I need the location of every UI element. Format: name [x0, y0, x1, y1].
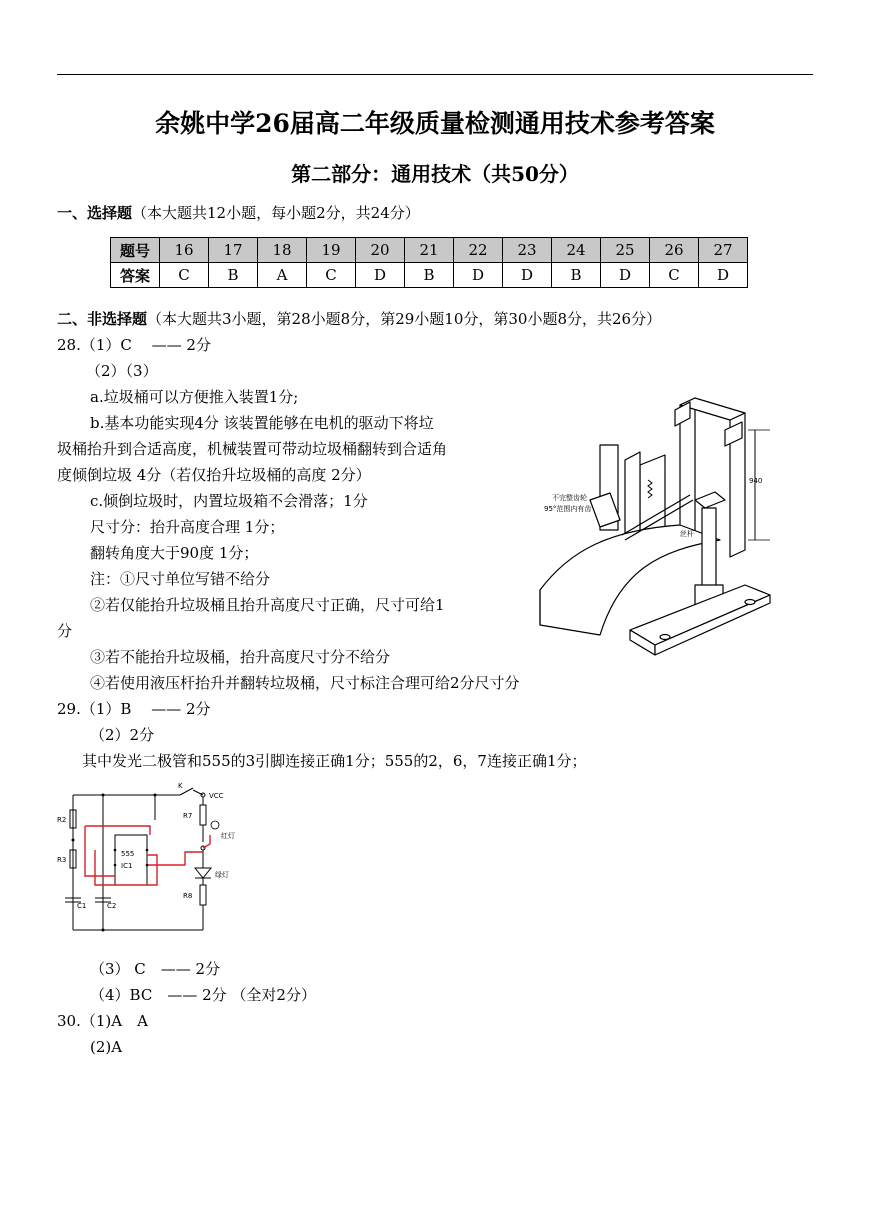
section2-heading: [57, 308, 661, 330]
q28-line-2: （2）（3）: [86, 362, 158, 380]
answer-cell: B: [552, 263, 601, 288]
ic-label-2: IC1: [121, 862, 133, 870]
r8-label: R8: [183, 892, 193, 900]
r2-label: R2: [57, 816, 67, 824]
answer-cell: D: [503, 263, 552, 288]
r3-label: R3: [57, 856, 67, 864]
red-led-label: 红灯: [221, 832, 235, 840]
q28-line-6: 度倾倒垃圾 4分（若仅抬升垃圾桶的高度 2分）: [57, 466, 371, 484]
gear-note-2: 95°范围内有齿: [544, 505, 592, 513]
screw-label: 丝杆: [680, 530, 694, 538]
q28-line-14: ④若使用液压杆抬升并翻转垃圾桶，尺寸标注合理可给2分尺寸分: [90, 674, 520, 692]
green-led-label: 绿灯: [215, 871, 229, 879]
question-number: 16: [160, 238, 209, 263]
question-number: 18: [258, 238, 307, 263]
q29-line-2: （2）2分: [90, 726, 155, 744]
answer-cell: D: [601, 263, 650, 288]
question-number: 21: [405, 238, 454, 263]
circuit-diagram: [55, 780, 245, 945]
row-label-answer: 答案: [111, 263, 160, 288]
r7-label: R7: [183, 812, 193, 820]
q28-line-3: a.垃圾桶可以方便推入装置1分;: [90, 388, 299, 406]
question-number: 17: [209, 238, 258, 263]
answer-cell: C: [160, 263, 209, 288]
q30-line-1: 30.（1)A A: [57, 1012, 148, 1030]
question-number: 19: [307, 238, 356, 263]
q28-line-9: 翻转角度大于90度 1分；: [90, 544, 259, 562]
section2-note: （本大题共3小题，第28小题8分，第29小题10分，第30小题8分，共26分）: [147, 310, 662, 328]
ic-label-1: 555: [121, 850, 135, 858]
switch-label: K: [178, 782, 183, 790]
q28-line-1: 28.（1）C —— 2分: [57, 336, 211, 354]
q28-line-10: 注：①尺寸单位写错不给分: [90, 570, 271, 588]
q29-line-4: （3） C —— 2分: [90, 960, 221, 978]
lifting-device-figure: [530, 390, 780, 665]
answer-table-answer-row: [111, 263, 748, 288]
answer-cell: D: [454, 263, 503, 288]
question-number: 23: [503, 238, 552, 263]
page-title: 余姚中学26届高二年级质量检测通用技术参考答案: [155, 109, 715, 138]
answer-cell: A: [258, 263, 307, 288]
c2-label: C2: [107, 902, 117, 910]
question-number: 27: [699, 238, 748, 263]
q28-line-5: 圾桶抬升到合适高度，机械装置可带动垃圾桶翻转到合适角: [57, 440, 448, 458]
section1-heading: [57, 202, 420, 224]
q28-line-7: c.倾倒垃圾时，内置垃圾箱不会滑落；1分: [90, 492, 368, 510]
q29-line-1: 29.（1）B —— 2分: [57, 700, 211, 718]
dimension-label: 940: [749, 477, 763, 485]
page-subtitle: 第二部分：通用技术（共50分）: [291, 162, 579, 186]
c1-label: C1: [77, 902, 87, 910]
vcc-label: VCC: [209, 792, 224, 800]
answer-cell: D: [699, 263, 748, 288]
answer-table: [110, 237, 748, 288]
top-rule: [57, 74, 813, 75]
question-number: 25: [601, 238, 650, 263]
section1-title: 一、选择题: [57, 204, 133, 222]
question-number: 22: [454, 238, 503, 263]
answer-cell: B: [405, 263, 454, 288]
question-number: 24: [552, 238, 601, 263]
answer-cell: C: [650, 263, 699, 288]
q29-line-3: 其中发光二极管和555的3引脚连接正确1分；555的2，6，7连接正确1分；: [82, 752, 587, 770]
question-number: 26: [650, 238, 699, 263]
answer-cell: B: [209, 263, 258, 288]
gear-note-1: 不完整齿轮: [552, 494, 587, 502]
answer-cell: D: [356, 263, 405, 288]
q28-line-11: ②若仅能抬升垃圾桶且抬升高度尺寸正确，尺寸可给1: [90, 596, 445, 614]
answer-table-number-row: [111, 238, 748, 263]
row-label-number: 题号: [111, 238, 160, 263]
q29-line-5: （4）BC —— 2分 （全对2分）: [90, 986, 316, 1004]
section1-note: （本大题共12小题，每小题2分，共24分）: [132, 204, 420, 222]
q30-line-2: (2)A: [90, 1038, 123, 1056]
question-number: 20: [356, 238, 405, 263]
q28-line-8: 尺寸分：抬升高度合理 1分；: [90, 518, 285, 536]
answer-cell: C: [307, 263, 356, 288]
q28-line-4: b.基本功能实现4分 该装置能够在电机的驱动下将垃: [90, 414, 434, 432]
section2-title: 二、非选择题: [57, 310, 148, 328]
q28-line-13: ③若不能抬升垃圾桶，抬升高度尺寸分不给分: [90, 648, 391, 666]
q28-line-12: 分: [57, 622, 73, 640]
